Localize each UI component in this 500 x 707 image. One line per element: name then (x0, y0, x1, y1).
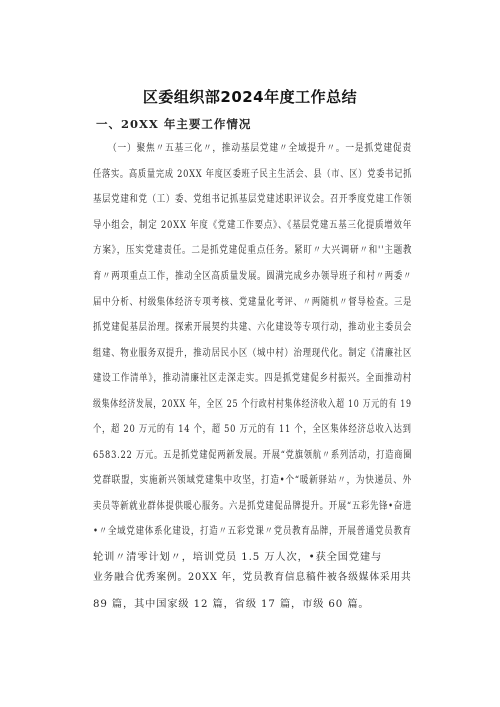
paragraph-line: 届中分析、村级集体经济专项考核、党建量化考评、〃两随机〃督导检查。三是 (93, 297, 413, 308)
paragraph-line: 导小组会，制定 20XX 年度《党建工作要点》、《基层党建五基三化提质增效年 (93, 220, 412, 231)
paragraph-line: •〃全域党建体系化建设，打造〃五彩党课〃党员教育品牌，开展普通党员教育 (93, 526, 412, 537)
paragraph-line: 6583.22 万元。五是抓党建促两新发展。开展“党旗领航〃系列活动，打造商圈 (93, 450, 413, 461)
paragraph-line: 卖员等新就业群体提供暖心服务。六是抓党建促品牌提升。开展“五彩先锋•奋进 (93, 501, 412, 512)
paragraph-line: 基层党建和党（工）委、党组书记抓基层党建述职评议会。召开季度党建工作领 (93, 194, 413, 205)
paragraph-line: 组建、物业服务双提升，推动居民小区（城中村）治理现代化。制定《清廉社区 (93, 348, 413, 359)
paragraph-line: 育〃两项重点工作，推动全区高质量发展。圆满完成乡办领导班子和村〃两委〃 (93, 271, 413, 282)
section-heading: 一、20XX 年主要工作情况 (96, 117, 252, 131)
paragraph-line: 任落实。高质量完成 20XX 年度区委班子民主生活会、县（市、区）党委书记抓 (93, 169, 413, 180)
paragraph-line: 个，超 20 万元的有 14 个，超 50 万元的有 11 个，全区集体经济总收入达到 (93, 424, 412, 435)
paragraph-line: 级集体经济发展，20XX 年，全区 25 个行政村村集体经济收入超 10 万元的有 19 (93, 399, 412, 410)
paragraph-line: 方案》，压实党建责任。二是抓党建促重点任务。紧盯〃大兴调研〃和''主题教 (93, 245, 413, 256)
paragraph-line: 党群联盟，实施新兴领域党建集中攻坚，打造•个“暖新驿站〃，为快递员、外 (93, 475, 412, 486)
paragraph-line: 抓党建促基层治理。探索开展契约共建、六化建设等专项行动，推动业主委员会 (93, 322, 413, 333)
paragraph-line: （一）聚焦〃五基三化〃，推动基层党建〃全域提升〃。一是抓党建促责 (108, 143, 412, 154)
paragraph-line: 89 篇，其中国家级 12 篇，省级 17 篇，市级 60 篇。 (93, 599, 370, 610)
paragraph-line: 业务融合优秀案例。20XX 年，党员教育信息稿件被各级媒体采用共 (93, 572, 412, 583)
paragraph-line: 轮训〃清零计划〃，培训党员 1.5 万人次，•获全国党建与 (93, 552, 383, 563)
paragraph-line: 建设工作清单》，推动清廉社区走深走实。四是抓党建促乡村振兴。全面推动村 (93, 373, 412, 384)
document-title: 区委组织部2024年度工作总结 (142, 88, 358, 106)
